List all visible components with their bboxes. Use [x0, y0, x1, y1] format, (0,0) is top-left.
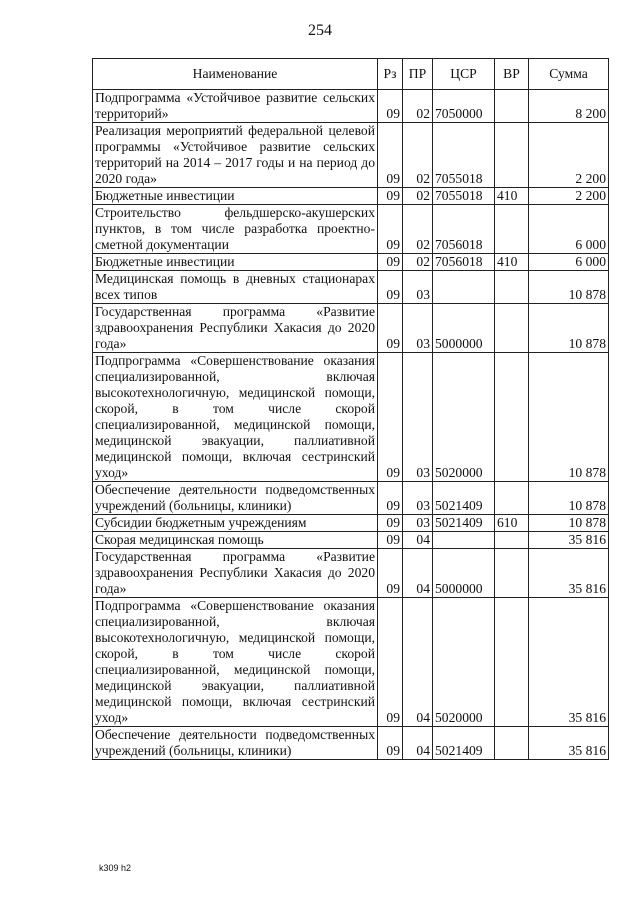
table-row [93, 123, 609, 188]
row-rz: 09 [378, 123, 403, 188]
row-name: Медицинская помощь в дневных стационарах всех типов [93, 271, 378, 304]
row-rz: 09 [378, 304, 403, 353]
row-vr [495, 205, 529, 254]
row-name: Обеспечение деятельности подведомственных учреждений (больницы, клиники) [93, 727, 378, 760]
row-rz: 09 [378, 254, 403, 271]
row-sum: 35 816 [529, 727, 609, 760]
row-name: Строительство фельдшерско-акушерских пунктов, в том числе разработка проектно-сметной документации [93, 205, 378, 254]
row-pr: 02 [403, 90, 433, 123]
row-csr: 5020000 [433, 353, 495, 482]
row-vr [495, 549, 529, 598]
row-vr [495, 482, 529, 515]
table-row [93, 727, 609, 760]
row-sum: 8 200 [529, 90, 609, 123]
row-name: Скорая медицинская помощь [93, 532, 378, 549]
row-name: Подпрограмма «Устойчивое развитие сельских территорий» [93, 90, 378, 123]
page-number: 254 [308, 22, 332, 39]
row-vr: 410 [495, 254, 529, 271]
row-csr: 7050000 [433, 90, 495, 123]
table-row [93, 482, 609, 515]
row-vr: 610 [495, 515, 529, 532]
header-vr: ВР [495, 59, 529, 90]
table-row [93, 254, 609, 271]
row-name: Подпрограмма «Совершенствование оказания специализированной, включая высокотехнологичную, медицинской помощи, скорой, в том числе скорой специализированной, медицинской помощи, медицинской эвакуации, паллиативной медицинской помощи, включая сестринский уход» [93, 598, 378, 727]
row-rz: 09 [378, 515, 403, 532]
row-pr: 03 [403, 304, 433, 353]
table-row [93, 304, 609, 353]
row-csr: 7056018 [433, 254, 495, 271]
row-rz: 09 [378, 90, 403, 123]
table-row [93, 353, 609, 482]
row-vr [495, 90, 529, 123]
row-pr: 02 [403, 188, 433, 205]
row-csr: 5021409 [433, 482, 495, 515]
row-csr [433, 532, 495, 549]
row-csr: 7055018 [433, 123, 495, 188]
row-pr: 04 [403, 532, 433, 549]
row-vr [495, 353, 529, 482]
row-name: Бюджетные инвестиции [93, 188, 378, 205]
row-sum: 10 878 [529, 271, 609, 304]
row-rz: 09 [378, 727, 403, 760]
row-sum: 6 000 [529, 205, 609, 254]
row-rz: 09 [378, 271, 403, 304]
row-csr: 5000000 [433, 304, 495, 353]
row-vr [495, 304, 529, 353]
row-rz: 09 [378, 532, 403, 549]
row-rz: 09 [378, 482, 403, 515]
table-row [93, 532, 609, 549]
row-name: Субсидии бюджетным учреждениям [93, 515, 378, 532]
row-vr [495, 123, 529, 188]
row-sum: 35 816 [529, 598, 609, 727]
row-sum: 2 200 [529, 188, 609, 205]
row-rz: 09 [378, 188, 403, 205]
row-name: Подпрограмма «Совершенствование оказания специализированной, включая высокотехнологичную, медицинской помощи, скорой, в том числе скорой специализированной, медицинской помощи, медицинской эвакуации, паллиативной медицинской помощи, включая сестринский уход» [93, 353, 378, 482]
row-vr [495, 532, 529, 549]
table-row [93, 90, 609, 123]
row-pr: 02 [403, 123, 433, 188]
row-csr: 5021409 [433, 515, 495, 532]
row-rz: 09 [378, 598, 403, 727]
footer-code: k309 h2 [99, 863, 132, 873]
row-pr: 03 [403, 482, 433, 515]
row-csr: 5021409 [433, 727, 495, 760]
row-pr: 04 [403, 727, 433, 760]
row-pr: 03 [403, 271, 433, 304]
row-rz: 09 [378, 353, 403, 482]
table-row [93, 515, 609, 532]
header-sum: Сумма [529, 59, 609, 90]
row-pr: 02 [403, 254, 433, 271]
row-vr [495, 727, 529, 760]
row-csr: 5000000 [433, 549, 495, 598]
row-csr: 7056018 [433, 205, 495, 254]
row-name: Реализация мероприятий федеральной целевой программы «Устойчивое развитие сельских территорий на 2014 – 2017 годы и на период до 2020 года» [93, 123, 378, 188]
row-sum: 35 816 [529, 549, 609, 598]
budget-table [92, 58, 609, 760]
row-pr: 03 [403, 515, 433, 532]
row-vr [495, 598, 529, 727]
row-name: Обеспечение деятельности подведомственных учреждений (больницы, клиники) [93, 482, 378, 515]
row-name: Государственная программа «Развитие здравоохранения Республики Хакасия до 2020 года» [93, 304, 378, 353]
row-csr [433, 271, 495, 304]
row-sum: 10 878 [529, 304, 609, 353]
row-sum: 10 878 [529, 482, 609, 515]
row-vr: 410 [495, 188, 529, 205]
table-row [93, 188, 609, 205]
row-pr: 04 [403, 549, 433, 598]
row-name: Государственная программа «Развитие здравоохранения Республики Хакасия до 2020 года» [93, 549, 378, 598]
table-row [93, 205, 609, 254]
table-row [93, 271, 609, 304]
row-rz: 09 [378, 549, 403, 598]
header-name: Наименование [93, 59, 378, 90]
row-sum: 10 878 [529, 353, 609, 482]
header-rz: Рз [378, 59, 403, 90]
row-vr [495, 271, 529, 304]
row-pr: 02 [403, 205, 433, 254]
row-rz: 09 [378, 205, 403, 254]
table-header-row [93, 59, 609, 90]
header-pr: ПР [403, 59, 433, 90]
row-csr: 7055018 [433, 188, 495, 205]
header-csr: ЦСР [433, 59, 495, 90]
row-pr: 03 [403, 353, 433, 482]
row-sum: 10 878 [529, 515, 609, 532]
row-sum: 6 000 [529, 254, 609, 271]
row-pr: 04 [403, 598, 433, 727]
row-name: Бюджетные инвестиции [93, 254, 378, 271]
table-row [93, 549, 609, 598]
table-row [93, 598, 609, 727]
row-csr: 5020000 [433, 598, 495, 727]
row-sum: 2 200 [529, 123, 609, 188]
row-sum: 35 816 [529, 532, 609, 549]
